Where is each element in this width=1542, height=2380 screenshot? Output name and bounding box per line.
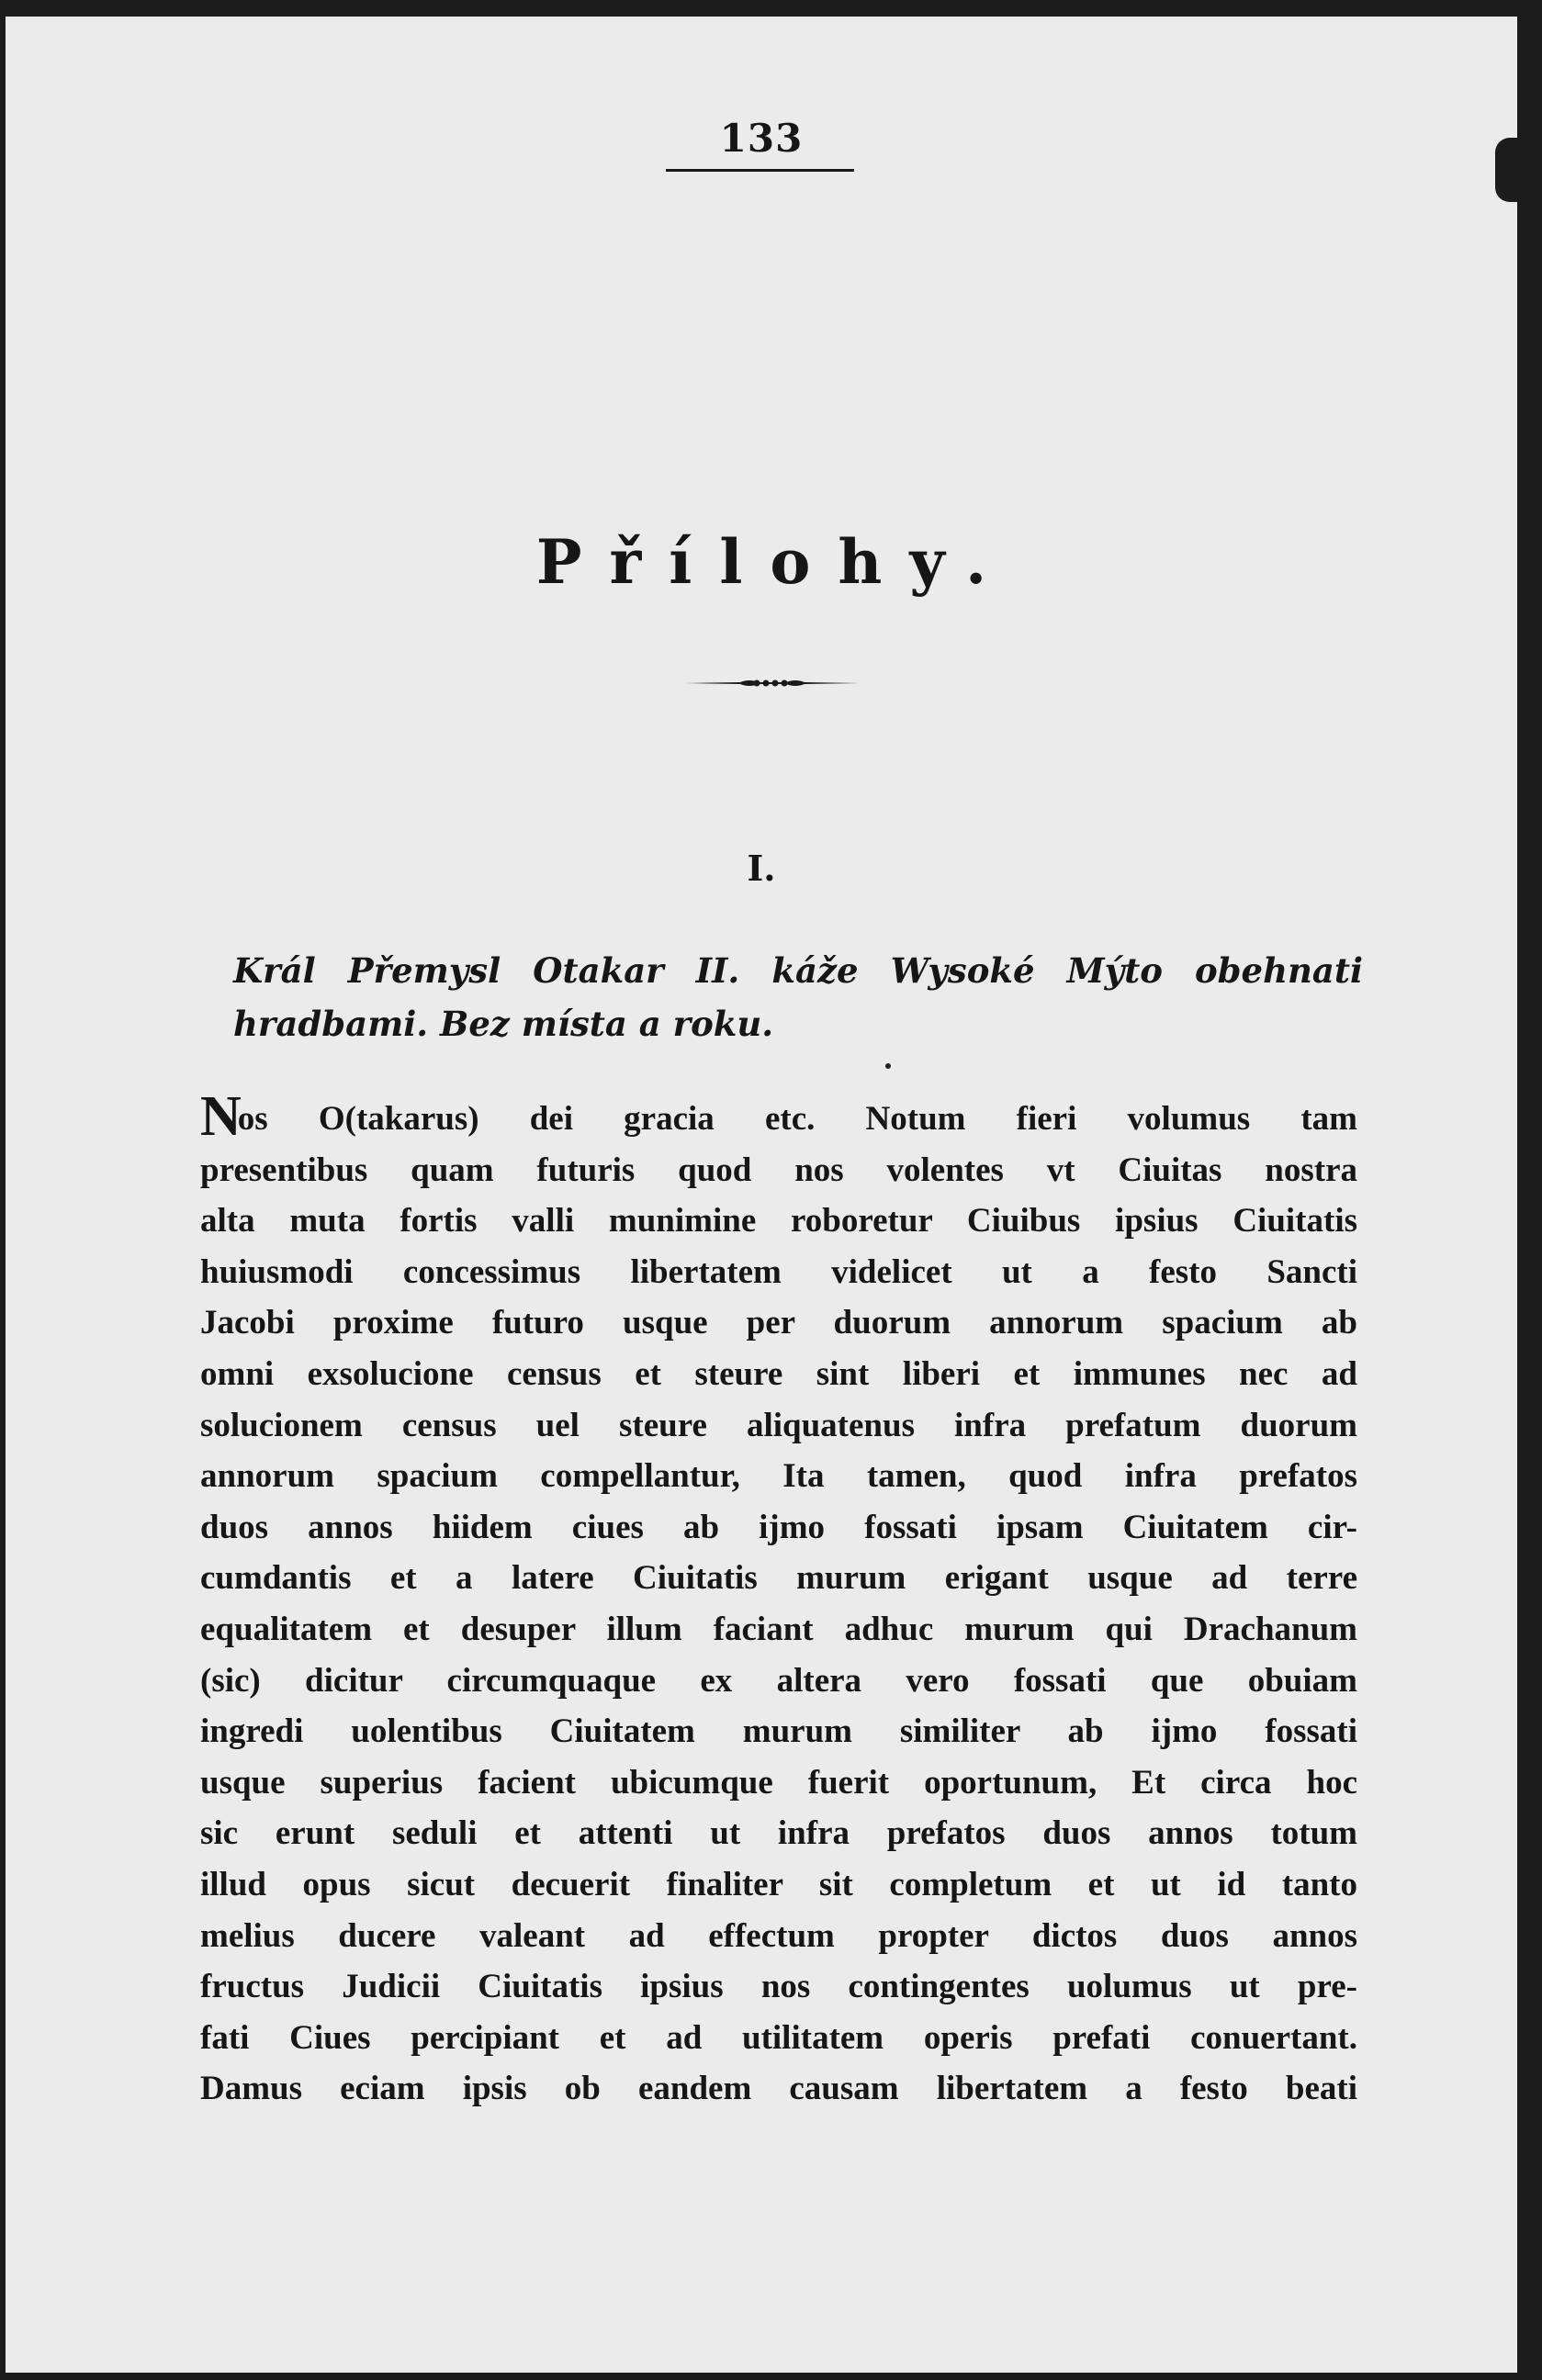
text-line: equalitatem et desuper illum faciant adhuc murum qui Drachanum — [200, 1610, 1357, 1648]
text-line: alta muta fortis valli munimine roboretur Ciuibus ipsius Ciuitatis — [200, 1202, 1357, 1241]
text-line: Damus eciam ipsis ob eandem causam libertatem a festo beati — [200, 2070, 1357, 2108]
scan-edge-mark — [1495, 138, 1523, 202]
text-line: (sic) dicitur circumquaque ex altera vero fossati que obuiam — [200, 1661, 1357, 1700]
text-line — [200, 1085, 1357, 1148]
text-line: presentibus quam futuris quod nos volentes vt Ciuitas nostra — [200, 1151, 1357, 1189]
text-line: melius ducere valeant ad effectum propter dictos duos annos — [200, 1916, 1357, 1955]
text-line: ingredi uolentibus Ciuitatem murum similiter ab ijmo fossati — [200, 1712, 1357, 1751]
main-title: Přílohy. — [535, 526, 1015, 598]
text-line: fati Ciues percipiant et ad utilitatem operis prefati conuertant. — [200, 2018, 1357, 2057]
text-line: annorum spacium compellantur, Ita tamen, quod infra prefatos — [200, 1457, 1357, 1496]
book-page — [6, 17, 1517, 2373]
text-line: duos annos hiidem ciues ab ijmo fossati ipsam Ciuitatem cir- — [200, 1508, 1357, 1546]
document-heading-line-2: hradbami. Bez místa a roku. — [233, 1004, 774, 1044]
text-line: huiusmodi concessimus libertatem videlicet ut a festo Sancti — [200, 1252, 1357, 1291]
text-line-content: os O(takarus) dei gracia etc. Notum fieri volumus tam — [237, 1100, 1357, 1138]
text-line: omni exsolucione census et steure sint liberi et immunes nec ad — [200, 1354, 1357, 1393]
charter-text — [200, 1085, 1357, 2115]
page-number: 133 — [719, 116, 804, 161]
text-line: cumdantis et a latere Ciuitatis murum erigant usque ad terre — [200, 1559, 1357, 1598]
section-number: I. — [747, 848, 776, 889]
text-line: sic erunt seduli et attenti ut infra prefatos duos annos totum — [200, 1814, 1357, 1853]
text-line: solucionem census uel steure aliquatenus infra prefatum duorum — [200, 1406, 1357, 1444]
drop-cap: N — [200, 1085, 242, 1148]
document-heading-line-1: Král Přemysl Otakar II. káže Wysoké Mýto obehnati — [233, 950, 1363, 991]
print-speck — [885, 1063, 891, 1069]
page-number-rule — [666, 169, 854, 172]
ornament-divider — [685, 677, 860, 690]
text-line: fructus Judicii Ciuitatis ipsius nos contingentes uolumus ut pre- — [200, 1968, 1357, 2006]
text-line: Jacobi proxime futuro usque per duorum annorum spacium ab — [200, 1304, 1357, 1342]
text-line: usque superius facient ubicumque fuerit oportunum, Et circa hoc — [200, 1763, 1357, 1802]
text-line: illud opus sicut decuerit finaliter sit completum et ut id tanto — [200, 1865, 1357, 1903]
